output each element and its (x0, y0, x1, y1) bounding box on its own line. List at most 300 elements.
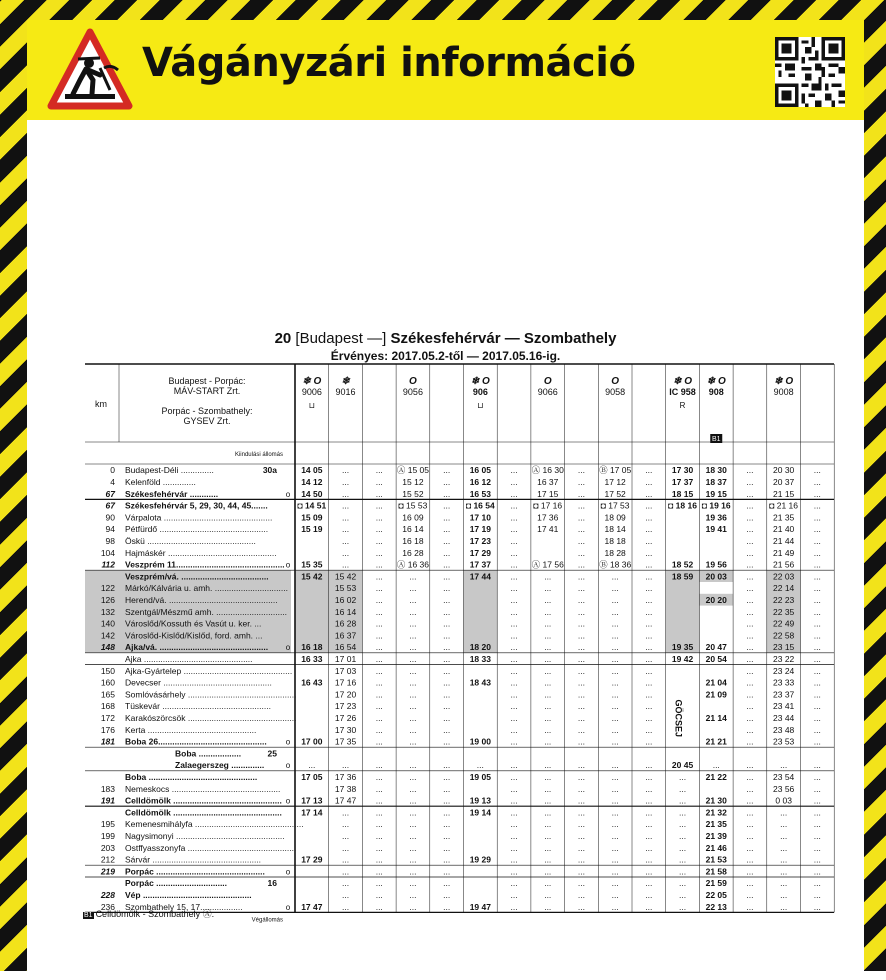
arrival-marker: o (285, 867, 291, 877)
no-stop-dots: ... (342, 901, 350, 912)
km-value: 172 (100, 713, 115, 723)
no-stop-dots: ... (577, 559, 585, 570)
no-stop-dots: ... (409, 783, 417, 794)
no-stop-dots: ... (645, 724, 653, 735)
time-value: 15 12 (402, 477, 424, 487)
no-stop-dots: ... (577, 807, 585, 818)
train-number: IC 958 (669, 387, 696, 397)
km-value: 132 (100, 606, 115, 617)
time-value: 19 00 (469, 736, 491, 747)
time-value: 18 28 (604, 547, 626, 558)
time-value: 19 35 (671, 642, 694, 653)
no-stop-dots: ... (679, 842, 687, 853)
no-stop-dots: ... (443, 713, 451, 723)
time-value: 22 58 (773, 630, 795, 641)
time-value: 17 38 (334, 783, 357, 794)
time-value: 21 40 (773, 524, 795, 535)
station-name: Veszprém 11.............................................. (125, 559, 285, 570)
station-name: Kemenesmihályfa .............................................. (125, 819, 304, 830)
no-stop-dots: ... (577, 819, 585, 830)
no-stop-dots: ... (443, 606, 451, 617)
time-value: 21 15 (773, 488, 795, 499)
arrival-marker: o (285, 643, 291, 653)
no-stop-dots: ... (510, 760, 518, 771)
no-stop-dots: ... (813, 654, 821, 664)
time-value: 15 53 (334, 583, 357, 594)
no-stop-dots: ... (409, 736, 417, 747)
no-stop-dots: ... (813, 583, 821, 594)
shaded-cell (295, 570, 329, 653)
no-stop-dots: ... (746, 713, 754, 723)
notice-panel (27, 20, 864, 980)
no-stop-dots: ... (577, 465, 585, 476)
no-stop-dots: ... (409, 831, 417, 841)
time-value: 19 42 (671, 654, 694, 664)
no-stop-dots: ... (645, 689, 653, 700)
no-stop-dots: ... (577, 630, 585, 641)
no-stop-dots: ... (611, 783, 619, 794)
km-value: 126 (100, 595, 115, 605)
no-stop-dots: ... (443, 760, 451, 771)
no-stop-dots: ... (375, 642, 383, 653)
time-value: 15 35 (301, 559, 323, 570)
no-stop-dots: ... (577, 831, 585, 841)
time-value: 17 41 (537, 524, 559, 535)
no-stop-dots: ... (375, 606, 383, 617)
no-stop-dots: ... (645, 654, 653, 664)
no-stop-dots: ... (510, 630, 518, 641)
no-stop-dots: ... (577, 713, 585, 723)
station-name: Herend/vá. .............................................. (125, 595, 278, 605)
station-name: Devecser .............................................. (125, 677, 272, 688)
km-value: 165 (100, 689, 115, 700)
time-value: 21 56 (773, 559, 795, 570)
time-value: 17 00 (301, 736, 323, 747)
no-stop-dots: ... (645, 842, 653, 853)
time-value: 21 58 (705, 866, 727, 877)
no-stop-dots: ... (746, 547, 754, 558)
no-stop-dots: ... (679, 772, 687, 782)
title-route: Székesfehérvár — Szombathely (390, 330, 617, 347)
no-stop-dots: ... (544, 807, 552, 818)
no-stop-dots: ... (611, 595, 619, 605)
no-stop-dots: ... (375, 831, 383, 841)
no-stop-dots: ... (577, 760, 585, 771)
no-stop-dots: ... (510, 866, 518, 877)
time-value: 18 30 (705, 465, 727, 476)
no-stop-dots: ... (342, 500, 350, 511)
no-stop-dots: ... (342, 559, 350, 570)
no-stop-dots: ... (780, 854, 788, 865)
time-value: 22 49 (773, 618, 795, 629)
no-stop-dots: ... (645, 465, 653, 476)
no-stop-dots: ... (510, 878, 518, 889)
station-name: Boba .................. (175, 748, 242, 759)
time-value: 19 15 (705, 488, 727, 499)
shaded-cell (666, 570, 700, 653)
title-bracket: [Budapest —] (295, 330, 387, 347)
time-value: 21 30 (705, 795, 727, 806)
no-stop-dots: ... (375, 819, 383, 830)
time-value: 19 47 (469, 901, 491, 912)
time-value: 15 19 (301, 524, 323, 535)
no-stop-dots: ... (645, 795, 653, 806)
no-stop-dots: ... (813, 524, 821, 535)
time-value: 20 37 (773, 477, 795, 487)
time-value: 15 52 (402, 488, 424, 499)
station-name: Márkó/Kálvária u. amh. ............................... (125, 583, 288, 594)
no-stop-dots: ... (746, 488, 754, 499)
km-value: 142 (100, 630, 115, 641)
no-stop-dots: ... (510, 677, 518, 688)
km-value: 168 (100, 701, 115, 712)
train-symbols: ❄ O (774, 376, 794, 387)
time-value: 21 04 (705, 677, 727, 688)
time-value: 21 39 (705, 831, 727, 841)
km-value: 67 (105, 500, 115, 511)
no-stop-dots: ... (544, 701, 552, 712)
time-value: ◘ 17 53 (600, 500, 630, 511)
time-value: 18 18 (604, 536, 626, 546)
time-value: 18 33 (469, 654, 491, 664)
no-stop-dots: ... (342, 866, 350, 877)
time-value: 18 52 (671, 559, 694, 570)
station-name: Tüskevár .............................................. (125, 701, 271, 712)
km-value: 199 (100, 831, 115, 841)
km-value: 140 (100, 618, 115, 629)
time-value: 16 54 (334, 642, 357, 653)
station-name: Szombathely 15, 17.................. (125, 901, 243, 912)
no-stop-dots: ... (611, 642, 619, 653)
time-value: 21 09 (705, 689, 727, 700)
no-stop-dots: ... (443, 595, 451, 605)
time-value: 17 20 (334, 689, 357, 700)
no-stop-dots: ... (510, 724, 518, 735)
no-stop-dots: ... (443, 571, 451, 582)
no-stop-dots: ... (375, 783, 383, 794)
no-stop-dots: ... (577, 488, 585, 499)
km-value: 112 (101, 559, 115, 570)
no-stop-dots: ... (611, 819, 619, 830)
no-stop-dots: ... (544, 854, 552, 865)
no-stop-dots: ... (577, 500, 585, 511)
no-stop-dots: ... (577, 477, 585, 487)
no-stop-dots: ... (375, 500, 383, 511)
time-value: 18 20 (469, 642, 491, 653)
no-stop-dots: ... (746, 654, 754, 664)
km-value: 176 (100, 724, 115, 735)
station-name: Budapest-Déli .............. (125, 465, 214, 476)
no-stop-dots: ... (679, 890, 687, 900)
train-name-label: GÖCSEJ (673, 699, 684, 737)
no-stop-dots: ... (409, 866, 417, 877)
no-stop-dots: ... (443, 795, 451, 806)
km-value: 90 (105, 512, 115, 523)
station-name: Ostffyasszonyfa .............................................. (125, 842, 297, 853)
time-value: 23 22 (773, 654, 795, 664)
time-value: 21 32 (705, 807, 727, 818)
no-stop-dots: ... (611, 842, 619, 853)
no-stop-dots: ... (645, 901, 653, 912)
arrival-marker: o (285, 560, 291, 570)
time-value: 18 09 (604, 512, 626, 523)
no-stop-dots: ... (813, 701, 821, 712)
no-stop-dots: ... (510, 795, 518, 806)
time-value: 16 05 (469, 465, 491, 476)
no-stop-dots: ... (342, 807, 350, 818)
no-stop-dots: ... (342, 890, 350, 900)
no-stop-dots: ... (780, 842, 788, 853)
no-stop-dots: ... (409, 795, 417, 806)
arrival-marker: o (285, 796, 291, 806)
no-stop-dots: ... (443, 724, 451, 735)
no-stop-dots: ... (544, 842, 552, 853)
station-name: Vép .............................................. (125, 890, 252, 900)
no-stop-dots: ... (510, 512, 518, 523)
time-value: 18 59 (671, 571, 694, 582)
no-stop-dots: ... (611, 795, 619, 806)
time-value: 17 37 (469, 559, 491, 570)
time-value: 21 44 (773, 536, 795, 546)
time-value: 21 35 (773, 512, 795, 523)
no-stop-dots: ... (510, 595, 518, 605)
time-value: 21 22 (705, 772, 727, 782)
time-value: 14 12 (301, 477, 323, 487)
no-stop-dots: ... (577, 878, 585, 889)
no-stop-dots: ... (375, 465, 383, 476)
no-stop-dots: ... (611, 606, 619, 617)
no-stop-dots: ... (510, 901, 518, 912)
time-value: 21 49 (773, 547, 795, 558)
no-stop-dots: ... (443, 547, 451, 558)
time-value: 17 36 (334, 772, 357, 782)
km-value: 67 (105, 488, 115, 499)
time-value: 15 09 (301, 512, 323, 523)
no-stop-dots: ... (443, 842, 451, 853)
no-stop-dots: ... (409, 713, 417, 723)
no-stop-dots: ... (510, 465, 518, 476)
no-stop-dots: ... (645, 772, 653, 782)
no-stop-dots: ... (443, 654, 451, 664)
km-value: 191 (100, 795, 115, 806)
time-value: 23 54 (773, 772, 795, 782)
no-stop-dots: ... (746, 901, 754, 912)
no-stop-dots: ... (577, 642, 585, 653)
time-value: 22 13 (705, 901, 727, 912)
no-stop-dots: ... (375, 583, 383, 594)
no-stop-dots: ... (645, 630, 653, 641)
no-stop-dots: ... (443, 854, 451, 865)
no-stop-dots: ... (510, 665, 518, 676)
no-stop-dots: ... (746, 890, 754, 900)
time-value: 20 03 (705, 571, 727, 582)
station-name: Hajmáskér .............................................. (125, 547, 277, 558)
no-stop-dots: ... (645, 866, 653, 877)
validity-period: Érvényes: 2017.05.2-től — 2017.05.16-ig. (330, 349, 561, 363)
no-stop-dots: ... (577, 536, 585, 546)
no-stop-dots: ... (375, 512, 383, 523)
no-stop-dots: ... (409, 642, 417, 653)
time-value: 17 47 (301, 901, 323, 912)
no-stop-dots: ... (443, 783, 451, 794)
no-stop-dots: ... (544, 901, 552, 912)
time-value: 17 30 (334, 724, 357, 735)
no-stop-dots: ... (577, 571, 585, 582)
no-stop-dots: ... (577, 890, 585, 900)
time-value: ◘ 21 16 (769, 500, 799, 511)
no-stop-dots: ... (813, 465, 821, 476)
no-stop-dots: ... (780, 831, 788, 841)
no-stop-dots: ... (375, 477, 383, 487)
timetable-title (27, 330, 864, 347)
time-value: 17 29 (301, 854, 323, 865)
station-name: Nagysimonyi .............................................. (125, 831, 285, 841)
operator-line: GYSEV Zrt. (183, 416, 231, 426)
no-stop-dots: ... (544, 795, 552, 806)
no-stop-dots: ... (375, 654, 383, 664)
no-stop-dots: ... (611, 890, 619, 900)
no-stop-dots: ... (645, 524, 653, 535)
train-extra: R (679, 401, 686, 410)
time-value: Ⓑ 17 05 (599, 465, 632, 476)
no-stop-dots: ... (813, 500, 821, 511)
no-stop-dots: ... (544, 866, 552, 877)
arrival-marker: o (285, 761, 291, 771)
time-value: 16 02 (334, 595, 357, 605)
no-stop-dots: ... (813, 677, 821, 688)
no-stop-dots: ... (443, 477, 451, 487)
no-stop-dots: ... (813, 854, 821, 865)
km-value: 94 (105, 524, 115, 535)
no-stop-dots: ... (577, 583, 585, 594)
no-stop-dots: ... (611, 665, 619, 676)
no-stop-dots: ... (611, 772, 619, 782)
time-value: 22 35 (773, 606, 795, 617)
no-stop-dots: ... (409, 878, 417, 889)
time-value: 17 01 (334, 654, 357, 664)
no-stop-dots: ... (645, 701, 653, 712)
station-name: Somlóvásárhely .............................................. (125, 689, 297, 700)
no-stop-dots: ... (409, 654, 417, 664)
station-name: Ajka/vá. .............................................. (125, 642, 269, 653)
train-symbols: ❄ O (302, 376, 322, 387)
no-stop-dots: ... (443, 866, 451, 877)
station-name: Karakószörcsök .............................................. (125, 713, 297, 723)
no-stop-dots: ... (342, 547, 350, 558)
no-stop-dots: ... (679, 878, 687, 889)
time-value: 17 12 (604, 477, 626, 487)
station-name: Városlőd-Kislőd/Kislőd, ford. amh. ... (125, 630, 263, 641)
no-stop-dots: ... (409, 772, 417, 782)
no-stop-dots: ... (813, 783, 821, 794)
time-value: 16 18 (402, 536, 424, 546)
no-stop-dots: ... (443, 500, 451, 511)
no-stop-dots: ... (443, 536, 451, 546)
no-stop-dots: ... (544, 772, 552, 782)
no-stop-dots: ... (746, 536, 754, 546)
no-stop-dots: ... (645, 618, 653, 629)
no-stop-dots: ... (813, 547, 821, 558)
no-stop-dots: ... (544, 606, 552, 617)
time-value: 23 53 (773, 736, 795, 747)
no-stop-dots: ... (611, 689, 619, 700)
time-value: 18 14 (604, 524, 626, 535)
no-stop-dots: ... (746, 606, 754, 617)
no-stop-dots: ... (510, 831, 518, 841)
no-stop-dots: ... (510, 477, 518, 487)
station-name: Székesfehérvár 5, 29, 30, 44, 45....... (125, 500, 268, 511)
no-stop-dots: ... (409, 606, 417, 617)
no-stop-dots: ... (780, 866, 788, 877)
qr-code-icon (775, 37, 845, 107)
time-value: 20 20 (705, 595, 727, 605)
no-stop-dots: ... (679, 901, 687, 912)
no-stop-dots: ... (443, 630, 451, 641)
time-value: 16 14 (334, 606, 357, 617)
no-stop-dots: ... (746, 772, 754, 782)
train-number: 9006 (301, 387, 322, 397)
station-ref: 30a (262, 465, 277, 476)
time-value: 0 03 (775, 795, 792, 806)
no-stop-dots: ... (375, 795, 383, 806)
no-stop-dots: ... (375, 571, 383, 582)
no-stop-dots: ... (813, 901, 821, 912)
time-value: 23 15 (773, 642, 795, 653)
no-stop-dots: ... (746, 665, 754, 676)
time-value: 23 37 (773, 689, 795, 700)
time-value: 22 14 (773, 583, 795, 594)
station-name: Székesfehérvár ............ (125, 488, 219, 499)
no-stop-dots: ... (611, 736, 619, 747)
no-stop-dots: ... (611, 901, 619, 912)
no-stop-dots: ... (342, 854, 350, 865)
no-stop-dots: ... (409, 689, 417, 700)
train-symbols: O (611, 376, 620, 387)
no-stop-dots: ... (409, 595, 417, 605)
no-stop-dots: ... (746, 831, 754, 841)
station-name: Sárvár .............................................. (125, 854, 262, 865)
no-stop-dots: ... (544, 654, 552, 664)
no-stop-dots: ... (510, 713, 518, 723)
no-stop-dots: ... (443, 772, 451, 782)
no-stop-dots: ... (813, 724, 821, 735)
no-stop-dots: ... (510, 559, 518, 570)
time-value: 19 13 (469, 795, 491, 806)
no-stop-dots: ... (443, 689, 451, 700)
time-value: 17 44 (469, 571, 491, 582)
km-value: 4 (110, 477, 115, 487)
no-stop-dots: ... (645, 807, 653, 818)
no-stop-dots: ... (544, 630, 552, 641)
no-stop-dots: ... (746, 866, 754, 877)
time-value: 23 56 (773, 783, 795, 794)
no-stop-dots: ... (510, 547, 518, 558)
station-name: Boba .............................................. (125, 772, 258, 782)
no-stop-dots: ... (443, 559, 451, 570)
no-stop-dots: ... (342, 819, 350, 830)
no-stop-dots: ... (409, 807, 417, 818)
station-name: Szentgál/Mészmű amh. .............................. (125, 606, 288, 617)
train-symbols: ❄ O (673, 376, 693, 387)
no-stop-dots: ... (780, 890, 788, 900)
time-value: 16 33 (301, 654, 323, 664)
no-stop-dots: ... (510, 500, 518, 511)
no-stop-dots: ... (780, 807, 788, 818)
no-stop-dots: ... (577, 618, 585, 629)
time-value: 16 43 (301, 677, 323, 688)
no-stop-dots: ... (375, 878, 383, 889)
km-value: 212 (100, 854, 115, 865)
